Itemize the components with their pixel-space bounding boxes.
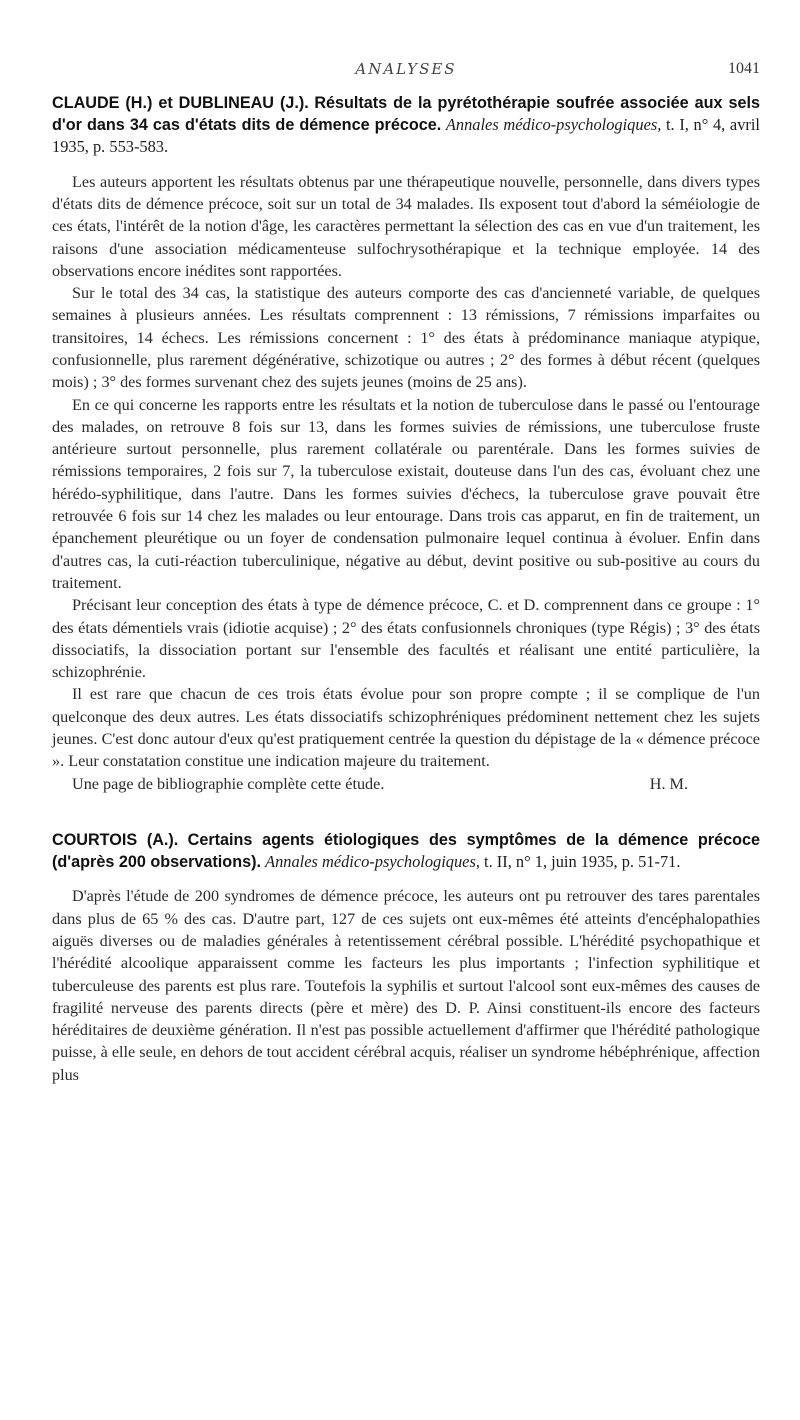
- closing-line: [52, 773, 760, 795]
- page-number: 1041: [728, 60, 760, 77]
- article-reference: [52, 92, 760, 159]
- closing-sentence: Une page de bibliographie complète cette étude.: [72, 774, 385, 793]
- article-authors: CLAUDE (H.) et DUBLINEAU (J.).: [52, 94, 309, 112]
- journal-name: Annales médico-psychologiques,: [445, 115, 662, 135]
- article-courtois: [52, 829, 760, 1086]
- running-head: [52, 48, 760, 76]
- journal-page: [52, 48, 760, 1086]
- running-head-title: ANALYSES: [355, 60, 457, 78]
- article-title: Résultats de la pyrétothérapie soufrée associée aux sels d'or dans 34 cas d'états dits de démence précoce.: [52, 94, 760, 135]
- citation-details: t. I, n° 4, avril 1935, p. 553-583.: [52, 115, 760, 157]
- paragraph: En ce qui concerne les rapports entre les résultats et la notion de tuberculose dans le passé ou l'entourage des malades, on retrouve 8 fois sur 13, dans les formes suivies de rémissions, une tuberculose fruste antérieure surtout personnelle, plus rarement collatérale ou parentérale. Dans les formes suivies de rémissions temporaires, 2 fois sur 7, la tuberculose existait, douteuse dans l'un des cas, évoluant chez une hérédo-syphilitique, dans l'autre. Dans les formes suivies d'échecs, la tuberculose grave pouvait être retrouvée 6 fois sur 14 chez les malades ou leur entourage. Dans trois cas apparut, en fin de traitement, un épanchement pleurétique ou un foyer de condensation pulmonaire lequel continua à évoluer. Enfin dans d'autres cas, la cuti-réaction tuberculinique, négative au début, devint positive ou sub-positive au cours du traitement.: [52, 395, 760, 592]
- article-authors: COURTOIS (A.).: [52, 830, 179, 849]
- article-claude-dublineau: [52, 92, 760, 795]
- article-title: Certains agents étiologiques des symptômes de la démence précoce (d'après 200 observations).: [52, 830, 760, 872]
- paragraph: D'après l'étude de 200 syndromes de démence précoce, les auteurs ont pu retrouver des tares parentales dans plus de 65 % des cas. D'autre part, 127 de ces sujets ont eux-mêmes été atteints d'encéphalopathies aiguës diverses ou de maladies générales à retentissement cérébral possible. L'hérédité psychopathique et l'hérédité alcoolique apparaissent comme les facteurs les plus importants ; l'infection syphilitique et tuberculeuse des parents est plus rare. Toutefois la syphilis et surtout l'alcool sont eux-mêmes des causes de fragilité nerveuse des parents directs (père et mère) des D. P. Ainsi constituent-ils encore des facteurs héréditaires de deuxième génération. Il n'est pas possible actuellement d'affirmer que l'hérédité pathologique puisse, à elle seule, en dehors de tout accident cérébral acquis, réaliser un syndrome hébéphrénique, affection plus: [52, 887, 760, 1084]
- journal-name: Annales médico-psychologiques,: [265, 852, 480, 872]
- reviewer-signature: H. M.: [649, 774, 688, 793]
- paragraph: Il est rare que chacun de ces trois états évolue pour son propre compte ; il se complique de l'un quelconque des deux autres. Les états dissociatifs schizophréniques prédominent nettement chez les sujets jeunes. C'est donc autour d'eux qu'est pratiquement centrée la question du dépistage de la « démence précoce ». Leur constatation constitue une indication majeure du traitement.: [52, 685, 760, 771]
- paragraph: Les auteurs apportent les résultats obtenus par une thérapeutique nouvelle, personnelle, dans divers types d'états dits de démence précoce, soit sur un total de 34 malades. Ils exposent tout d'abord la séméiologie de ces états, l'intérêt de la notion d'âge, les caractères permettant la sélection des cas en vue d'un traitement, les raisons d'une association médicamenteuse sulfochrysothérapique et la technique employée. 14 des observations encore inédites sont rapportées.: [52, 172, 760, 280]
- article-reference: [52, 829, 760, 873]
- citation-details: t. II, n° 1, juin 1935, p. 51-71.: [484, 852, 681, 872]
- paragraph: Précisant leur conception des états à type de démence précoce, C. et D. comprennent dans ce groupe : 1° des états démentiels vrais (idiotie acquise) ; 2° des états confusionnels chroniques (type Régis) ; 3° des états dissociatifs, la dissociation portant sur l'ensemble des facultés et réalisant une entité particulière, la schizophrénie.: [52, 596, 760, 682]
- paragraph: Sur le total des 34 cas, la statistique des auteurs comporte des cas d'ancienneté variable, de quelques semaines à plusieurs années. Les résultats comprennent : 13 rémissions, 7 rémissions imparfaites ou transitoires, 14 échecs. Les rémissions concernent : 1° des états à prédominance maniaque atypique, confusionnelle, plus rarement dégénérative, schizotique ou autres ; 2° des formes à début récent (quelques mois) ; 3° des formes survenant chez des sujets jeunes (moins de 25 ans).: [52, 284, 760, 392]
